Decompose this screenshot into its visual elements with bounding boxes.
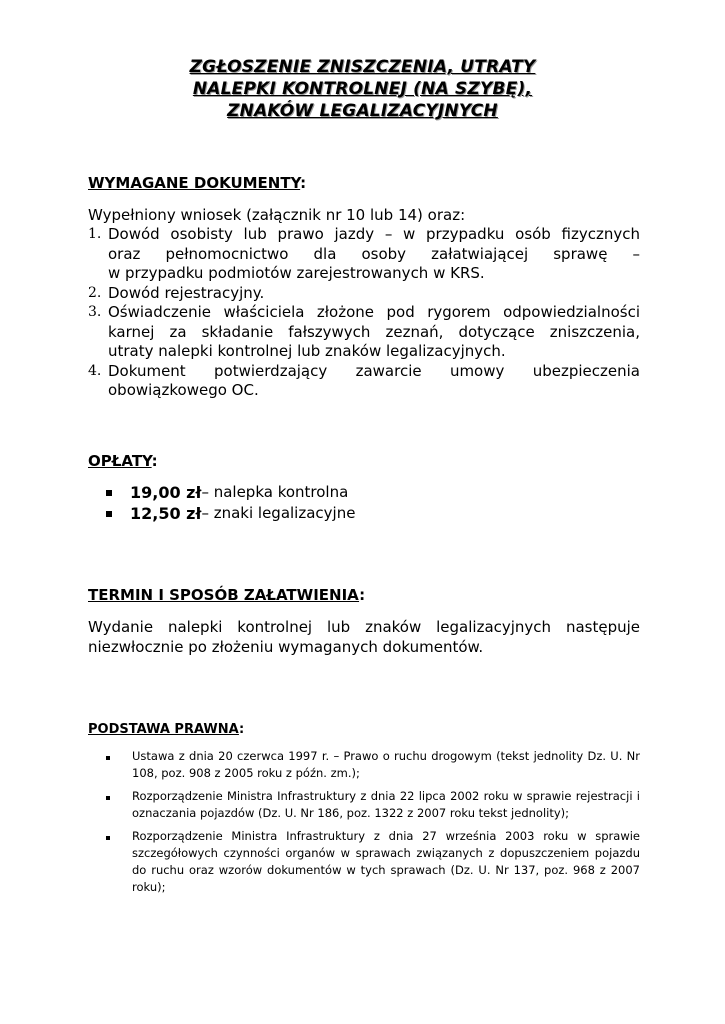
fees-list <box>106 482 355 524</box>
legal-item-text: Rozporządzenie Ministra Infrastruktury z dnia 27 września 2003 roku w sprawie szczegółowych czynności organów w sprawach związanych z dopuszczeniem pojazdu do ruchu oraz wzorów dokumentów w tych sprawach (Dz. U. Nr 137, poz. 968 z 2007 roku); <box>132 829 640 894</box>
deadline-heading <box>88 586 365 604</box>
legal-item-text: Rozporządzenie Ministra Infrastruktury z dnia 22 lipca 2002 roku w sprawie rejestracji i oznaczania pojazdów (Dz. U. Nr 186, poz. 1322 z 2007 roku tekst jednolity); <box>132 789 640 820</box>
list-item-number: 2. <box>88 284 102 301</box>
square-bullet-icon <box>106 796 110 800</box>
legal-heading-colon: : <box>238 722 245 737</box>
title-line-3: ZNAKÓW LEGALIZACYJNYCH <box>227 101 498 121</box>
fees-heading <box>88 452 158 470</box>
legal-item <box>106 788 640 822</box>
fee-item <box>106 503 355 524</box>
title-line-1: ZGŁOSZENIE ZNISZCZENIA, UTRATY <box>189 57 536 77</box>
list-item-number: 3. <box>88 304 102 320</box>
legal-list <box>106 748 640 902</box>
legal-heading-text: PODSTAWA PRAWNA <box>88 722 239 737</box>
documents-intro: Wypełniony wniosek (załącznik nr 10 lub 14) oraz: <box>88 206 466 224</box>
list-item-line: w przypadku podmiotów zarejestrowanych w KRS. <box>108 264 485 282</box>
list-item <box>88 284 640 304</box>
square-bullet-icon <box>106 756 110 760</box>
title-line-2: NALEPKI KONTROLNEJ (NA SZYBĘ), <box>192 79 533 99</box>
list-item-line: utraty nalepki kontrolnej lub znaków legalizacyjnych. <box>108 342 506 360</box>
fees-heading-colon: : <box>151 452 158 470</box>
fee-item <box>106 482 355 503</box>
list-item <box>88 225 640 284</box>
list-item-line: Dowód osobisty lub prawo jazdy – w przypadku osób fizycznych <box>108 225 640 243</box>
documents-heading-colon: : <box>300 174 307 192</box>
square-bullet-icon <box>106 511 112 517</box>
legal-item <box>106 828 640 896</box>
list-item-line: oraz pełnomocnictwo dla osoby załatwiającej sprawę – <box>108 244 640 263</box>
square-bullet-icon <box>106 836 110 840</box>
deadline-text <box>88 617 640 657</box>
list-item-number: 4. <box>88 362 102 379</box>
fee-description: – znaki legalizacyjne <box>201 504 356 522</box>
deadline-heading-colon: : <box>359 586 366 604</box>
legal-item <box>106 748 640 782</box>
fee-amount: 12,50 zł <box>130 504 202 523</box>
fee-amount: 19,00 zł <box>130 483 202 502</box>
square-bullet-icon <box>106 490 112 496</box>
list-item-line: obowiązkowego OC. <box>108 381 259 399</box>
fee-description: – nalepka kontrolna <box>201 483 349 501</box>
deadline-heading-text: TERMIN I SPOSÓB ZAŁATWIENIA <box>88 586 360 604</box>
list-item-line: Dowód rejestracyjny. <box>108 283 265 302</box>
list-item-line: Dokument potwierdzający zawarcie umowy ubezpieczenia <box>108 361 640 380</box>
documents-list <box>88 225 640 401</box>
deadline-line-1: Wydanie nalepki kontrolnej lub znaków legalizacyjnych następuje <box>88 618 640 636</box>
list-item-line: karnej za składanie fałszywych zeznań, dotyczące zniszczenia, <box>108 322 640 341</box>
legal-heading <box>88 722 244 737</box>
document-title <box>0 56 725 122</box>
legal-item-text: Ustawa z dnia 20 czerwca 1997 r. – Prawo o ruchu drogowym (tekst jednolity Dz. U. Nr 108, poz. 908 z 2005 roku z późn. zm.); <box>132 749 640 780</box>
documents-heading <box>88 174 306 192</box>
list-item-number: 1. <box>88 226 102 242</box>
list-item-line: Oświadczenie właściciela złożone pod rygorem odpowiedzialności <box>108 303 640 321</box>
documents-heading-text: WYMAGANE DOKUMENTY <box>88 174 301 192</box>
list-item <box>88 303 640 362</box>
deadline-line-2: niezwłocznie po złożeniu wymaganych dokumentów. <box>88 638 484 656</box>
list-item <box>88 362 640 401</box>
fees-heading-text: OPŁATY <box>88 452 152 470</box>
